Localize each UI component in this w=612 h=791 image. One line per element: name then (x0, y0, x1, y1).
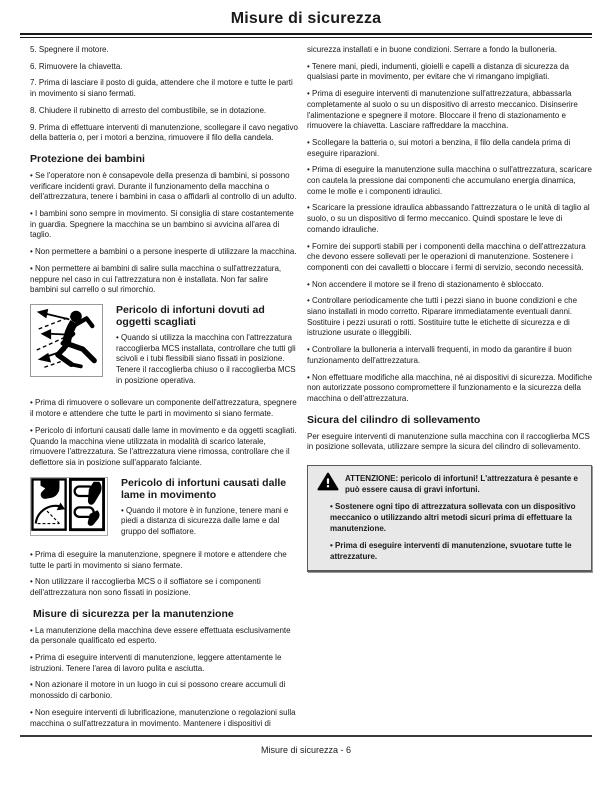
warning-thrown-objects-text (116, 304, 298, 393)
bullet-item: • Non utilizzare il raccoglierba MCS o il soffiatore se i componenti dell'attrezzatura non sono fissati in posizione. (30, 577, 261, 597)
warning-moving-blades (30, 477, 298, 544)
bullet-item: • Tenere mani, piedi, indumenti, gioielli e capelli a distanza di sicurezza da qualsiasi parte in movimento, per evitare che vi rimangano impigliati. (307, 61, 569, 82)
bullet-item: • Prima di eseguire interventi di manutenzione, leggere attentamente le istruzioni. Tenere l'area di lavoro pulita e asciutta. (30, 653, 282, 673)
attention-lead (317, 473, 582, 495)
section-heading-maintenance: Misure di sicurezza per la manutenzione (33, 607, 234, 620)
bullet-item: • Non effettuare modifiche alla macchina, né ai dispositivi di sicurezza. Modifiche non autorizzate possono compromettere il funzionamento e la sicurezza della macchina o dell'attrezzatura. (307, 372, 593, 403)
bullet-item: • Prima di rimuovere o sollevare un componente dell'attrezzatura, spegnere il motore e attendere che tutte le parti in movimento si siano fermate. (30, 398, 297, 419)
thrown-objects-hazard-icon (30, 304, 103, 377)
numbered-step: 6. Rimuovere la chiavetta. (30, 61, 123, 71)
bullet-item: • Se l'operatore non è consapevole della presenza di bambini, si possono verificare incidenti gravi. Durante il funzionamento della macchina o dell'attrezzatura, tenere i bambini in casa o affidarli al controllo di un adulto. (30, 170, 297, 202)
numbered-step: 7. Prima di lasciare il posto di guida, attendere che il motore e tutte le parti in movimento si siano fermati. (30, 78, 293, 99)
bullet-item: • Prima di eseguire interventi di manutenzione sull'attrezzatura, abbassarla completamente al suolo o su un dispositivo di arresto meccanico. Disinserire l'alimentazione e spegnere il motore. Bloccare il freno di stazionamento e rimuovere la chiavetta. Lasciare raffreddare la macchina. (307, 89, 578, 131)
footer-page-label: Misure di sicurezza - 6 (260, 745, 352, 755)
warning-title: Pericolo di infortuni dovuti ad oggetti scagliati (116, 303, 265, 329)
page-title: Misure di sicurezza (230, 10, 382, 27)
page-header (0, 10, 612, 38)
children-protection-bullets (30, 171, 298, 296)
numbered-step: 9. Prima di effettuare interventi di manutenzione, scollegare il cavo negativo della batteria o, per i motori a benzina, rimuovere il filo della candela. (30, 122, 299, 143)
warning-body: • Quando si utilizza la macchina con l'attrezzatura raccoglierba MCS installata, controllare che tutti gli scivoli e i tubi flessibili siano fissati in posizione. Tenere il raccoglierba chiuso o il raccoglierba MCS in posizione operativa. (116, 332, 296, 385)
attention-lead-text: ATTENZIONE: pericolo di infortuni! L'attrezzatura è pesante e può essere causa di gravi infortuni. (345, 474, 578, 495)
attention-bullets (317, 502, 582, 563)
warning-body: • Quando il motore è in funzione, tenere mani e piedi a distanza di sicurezza dalle lame e dal gruppo del soffiatore. (121, 505, 289, 537)
bullet-item: • Non eseguire interventi di lubrificazione, manutenzione o regolazioni sulla macchina o sull'attrezzatura in movimento. Mantenere i dispositivi di (30, 707, 296, 728)
section-heading-children-protection: Protezione dei bambini (30, 152, 145, 165)
bullet-item: • Pericolo di infortuni causati dalle lame in movimento e da oggetti scagliati. Quando la macchina viene utilizzata in modalità di scarico laterale, rimuovere l'attrezzatura. Se l'attrezzatura viene rimossa, controllare che il deflettore sia in posizione sull'apparato falciante. (30, 425, 297, 467)
bullet-item: • Prima di eseguire la manutenzione sulla macchina o sull'attrezzatura, scaricare con cautela la pressione dai componenti che accumulano energia dinamica, come le molle e i componenti idraulici. (307, 165, 592, 196)
warning-title: Pericolo di infortuni causati dalle lame in movimento (121, 476, 287, 502)
lift-cylinder-body: Per eseguire interventi di manutenzione sulla macchina con il raccoglierba MCS in posizione sollevata, utilizzare sempre la sicura del cilindro di sollevamento. (307, 431, 590, 452)
moving-blades-hazard-icon (30, 477, 108, 536)
bullet-item: • Fornire dei supporti stabili per i componenti della macchina o dell'attrezzatura che devono essere sollevati per le operazioni di manutenzione. Sostenere i componenti con dei cavalletti o bloccare i fermi di servizio, secondo necessità. (307, 241, 586, 272)
numbered-step: 8. Chiudere il rubinetto di arresto del combustibile, se in dotazione. (30, 105, 267, 115)
continuation-text: sicurezza installati e in buone condizioni. Serrare a fondo la bulloneria. (307, 45, 557, 54)
left-column (30, 45, 298, 735)
bullet-item: • Controllare la bulloneria a intervalli frequenti, in modo da garantire il buon funzionamento dell'attrezzatura. (307, 345, 572, 365)
bullet-item: • I bambini sono sempre in movimento. Si consiglia di stare costantemente in guardia. Spegnere la macchina se un bambino si avvicina all'area di taglio. (30, 209, 294, 240)
bullet-item: • La manutenzione della macchina deve essere effettuata esclusivamente da personale qualificato ed esperto. (30, 625, 291, 646)
bullet-item: • Non permettere a bambini o a persone inesperte di utilizzare la macchina. (30, 247, 297, 257)
two-column-layout (0, 38, 612, 735)
after-warning2-bullets (30, 550, 298, 599)
bullet-item: • Prima di eseguire la manutenzione, spegnere il motore e attendere che tutte le parti in movimento si siano fermate. (30, 549, 287, 570)
attention-box (307, 465, 592, 572)
attention-bullet-item: • Prima di eseguire interventi di manutenzione, svuotare tutte le attrezzature. (330, 541, 572, 561)
warning-triangle-icon (317, 472, 339, 497)
attention-bullet-item: • Sostenere ogni tipo di attrezzatura sollevata con un dispositivo meccanico o utilizzando altri metodi sicuri prima di effettuare la manutenzione. (330, 502, 576, 533)
after-warning1-bullets (30, 398, 298, 468)
bullet-item: • Scaricare la pressione idraulica abbassando l'attrezzatura o le unità di taglio al suolo, o su un dispositivo di fermo meccanico. Quindi spostare le leve di comando idrauliche. (307, 203, 590, 234)
maintenance-bullets-continued (307, 62, 592, 405)
section-heading-lift-cylinder: Sicura del cilindro di sollevamento (307, 413, 481, 426)
warning-thrown-objects (30, 304, 298, 393)
right-column (307, 45, 592, 572)
bullet-item: • Controllare periodicamente che tutti i pezzi siano in buone condizioni e che siano installati in modo corretto. Riparare immediatamente eventuali danni. Sostituire i pezzi usurati o rotti. Sostituire tutte le etichette di sicurezza e di istruzione usurate o illeggibili. (307, 296, 578, 338)
footer-rule (20, 735, 592, 737)
bullet-item: • Non azionare il motore in un luogo in cui si possono creare accumuli di monossido di carbonio. (30, 680, 286, 701)
bullet-item: • Non accendere il motore se il freno di stazionamento è sbloccato. (307, 279, 544, 289)
numbered-steps-list (30, 45, 298, 144)
bullet-item: • Scollegare la batteria o, sui motori a benzina, il filo della candela prima di eseguire riparazioni. (307, 137, 571, 158)
warning-moving-blades-text (121, 477, 298, 544)
numbered-step: 5. Spegnere il motore. (30, 45, 109, 54)
bullet-item: • Non permettere ai bambini di salire sulla macchina o sull'attrezzatura, neppure nel caso in cui l'attrezzatura non è installata. Non far salire bambini sul carrello o sul rimorchio. (30, 263, 282, 295)
maintenance-bullets (30, 626, 298, 730)
page-footer (20, 735, 592, 755)
